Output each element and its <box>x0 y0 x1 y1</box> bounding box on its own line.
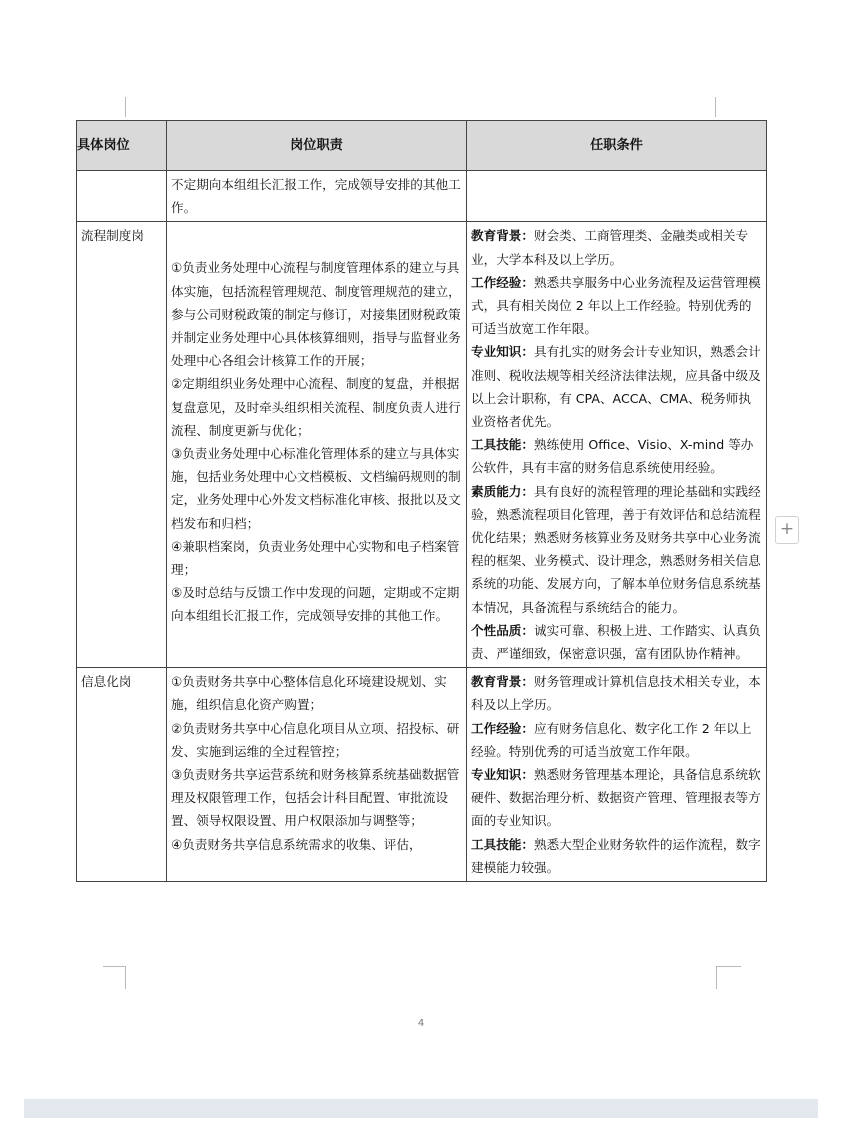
position-cell <box>77 171 167 222</box>
requirement-text: 具有良好的流程管理的理论基础和实践经验，熟悉流程项目化管理，善于有效评估和总结流程优化结果；熟悉财务核算业务及财务共享中心业务流程的框架、业务模式、设计理念，熟悉财务相关信息系统的功能、发展方向，了解本单位财务信息系统基本情况，具备流程与系统结合的能力。 <box>471 483 761 615</box>
duties-cell <box>167 222 467 668</box>
requirement-text: 具有扎实的财务会计专业知识，熟悉会计准则、税收法规等相关经济法律法规，应具备中级及以上会计职称，有 CPA、ACCA、CMA、税务师执业资格者优先。 <box>471 344 761 430</box>
requirement-label: 教育背景： <box>471 228 534 244</box>
status-bar <box>24 1099 818 1118</box>
header-position: 具体岗位 <box>77 121 167 171</box>
position-cell: 信息化岗 <box>77 668 167 882</box>
requirement-text: 熟悉财务管理基本理论，具备信息系统软硬件、数据治理分析、数据资产管理、管理报表等方面的专业知识。 <box>471 767 761 829</box>
requirements-cell <box>467 668 767 882</box>
requirement-text: 应有财务信息化、数字化工作 2 年以上经验。特别优秀的可适当放宽工作年限。 <box>471 720 752 759</box>
requirement-item <box>471 717 762 763</box>
requirement-label: 教育背景： <box>471 674 534 690</box>
duty-item: ①负责财务共享中心整体信息化环境建设规划、实施，组织信息化资产购置； <box>171 674 447 713</box>
duty-item: ④兼职档案岗，负责业务处理中心实物和电子档案管理； <box>171 538 460 578</box>
crop-mark-top-left <box>125 97 126 117</box>
header-requirements: 任职条件 <box>467 121 767 171</box>
requirement-label: 工具技能： <box>471 836 534 852</box>
requirement-text: 财务管理或计算机信息技术相关专业，本科及以上学历。 <box>471 674 761 713</box>
requirement-label: 个性品质： <box>471 622 534 638</box>
requirement-item <box>471 480 762 619</box>
requirement-item <box>471 833 762 879</box>
duty-item: ②负责财务共享中心信息化项目从立项、招投标、研发、实施到运维的全过程管控； <box>171 720 460 759</box>
requirement-item <box>471 224 762 270</box>
page-number: 4 <box>417 1018 425 1029</box>
table-row-continued <box>77 171 767 222</box>
requirement-text: 熟悉大型企业财务软件的运作流程，数字建模能力较强。 <box>471 836 761 875</box>
requirement-text: 熟悉共享服务中心业务流程及运营管理模式，具有相关岗位 2 年以上工作经验。特别优秀的可适当放宽工作年限。 <box>471 274 761 337</box>
requirement-item <box>471 619 762 665</box>
crop-mark-top-right <box>715 97 716 117</box>
requirement-label: 工作经验： <box>471 720 534 736</box>
duty-item: ⑤及时总结与反馈工作中发现的问题，定期或不定期向本组组长汇报工作，完成领导安排的其他工作。 <box>171 585 460 624</box>
requirement-label: 专业知识： <box>471 767 534 783</box>
requirement-label: 工作经验： <box>471 274 534 290</box>
header-duties: 岗位职责 <box>167 121 467 171</box>
requirement-label: 素质能力： <box>471 483 534 499</box>
duty-item: ③负责财务共享运营系统和财务核算系统基础数据管理及权限管理工作，包括会计科目配置、审批流设置、领导权限设置、用户权限添加与调整等； <box>171 767 460 829</box>
table-row <box>77 222 767 668</box>
job-description-table <box>76 120 767 882</box>
requirements-cell <box>467 222 767 668</box>
duties-cell <box>167 668 467 882</box>
duty-item: ①负责业务处理中心流程与制度管理体系的建立与具体实施，包括流程管理规范、制度管理规范的建立，参与公司财税政策的制定与修订，对接集团财税政策并制定业务处理中心具体核算细则，指导与监督业务处理中心各组会计核算工作的开展； <box>171 260 461 369</box>
duty-item: ④负责财务共享信息系统需求的收集、评估， <box>171 836 422 852</box>
requirements-cell <box>467 171 767 222</box>
requirement-text: 诚实可靠、积极上进、工作踏实、认真负责、严谨细致，保密意识强，富有团队协作精神。 <box>471 622 761 662</box>
crop-mark-bottom-left <box>103 966 126 989</box>
requirement-label: 工具技能： <box>471 437 534 453</box>
crop-mark-bottom-right <box>716 966 741 989</box>
requirement-item <box>471 340 762 433</box>
table-row <box>77 668 767 882</box>
duties-cell <box>167 171 467 222</box>
requirement-item <box>471 670 762 716</box>
position-cell: 流程制度岗 <box>77 222 167 668</box>
requirement-item <box>471 433 762 479</box>
table-header-row <box>77 121 767 171</box>
duty-item: 不定期向本组组长汇报工作，完成领导安排的其他工作。 <box>171 177 461 216</box>
duty-item: ③负责业务处理中心标准化管理体系的建立与具体实施，包括业务处理中心文档模板、文档编码规则的制定，业务处理中心外发文档标准化审核、报批以及文档发布和归档； <box>171 446 461 531</box>
requirement-text: 熟练使用 Office、Visio、X-mind 等办公软件，具有丰富的财务信息系统使用经验。 <box>471 437 754 476</box>
requirement-label: 专业知识： <box>471 344 534 360</box>
add-button[interactable]: + <box>775 516 799 544</box>
requirement-item <box>471 271 762 341</box>
requirement-item <box>471 763 762 833</box>
duty-item: ②定期组织业务处理中心流程、制度的复盘，并根据复盘意见，及时牵头组织相关流程、制度负责人进行流程、制度更新与优化； <box>171 376 461 438</box>
requirement-text: 财会类、工商管理类、金融类或相关专业，大学本科及以上学历。 <box>471 228 749 267</box>
